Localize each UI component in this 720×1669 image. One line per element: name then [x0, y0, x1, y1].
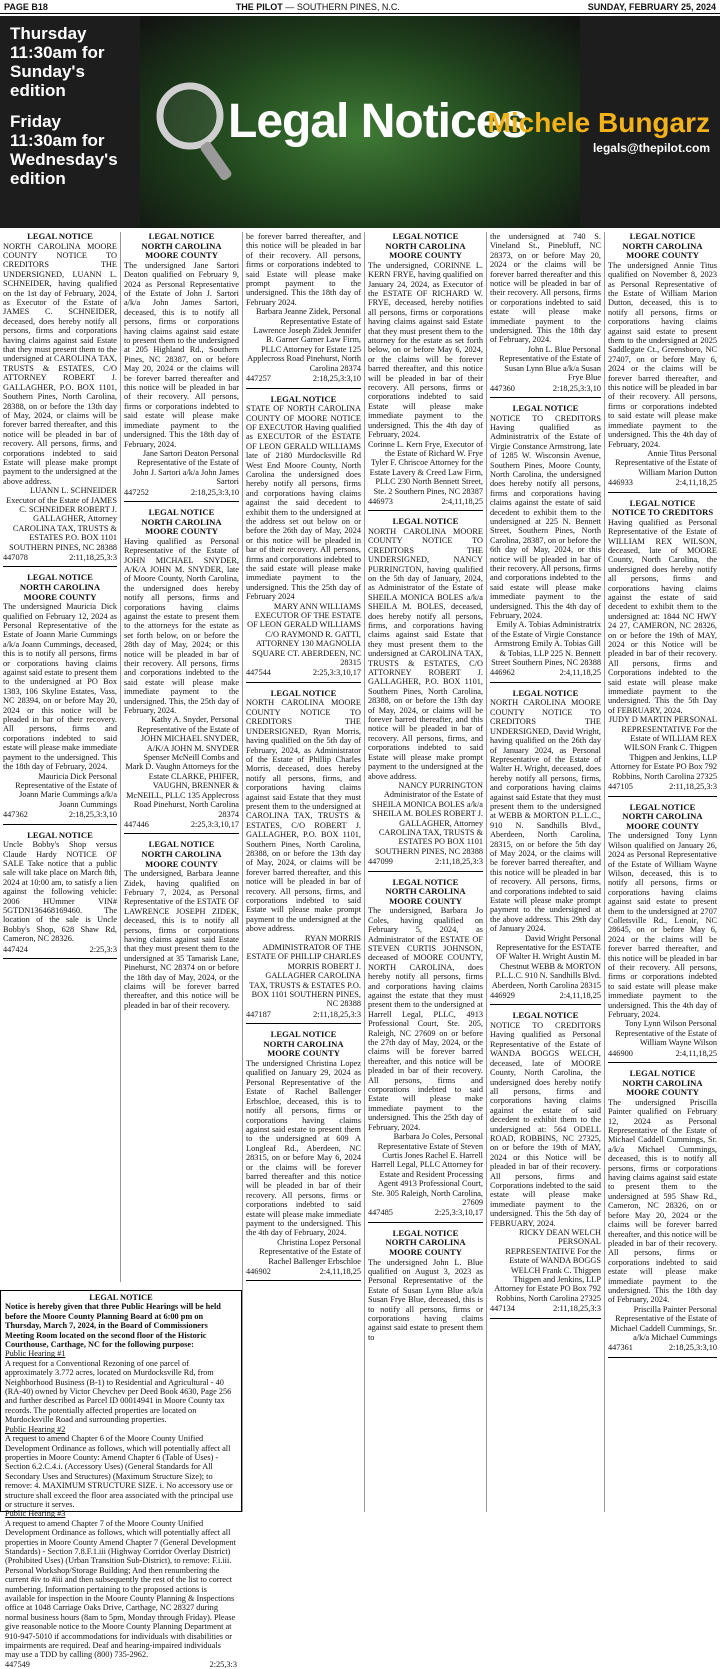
notice-heading: LEGAL NOTICE	[392, 516, 459, 527]
notice-body: NORTH CAROLINA MOORE COUNTY NOTICE TO CREDITORS THE UNDERSIGNED, Ryan Morris, having qualified on the 5th day of February, 2024, as Administrator of the Estate of Phillip Charles Morris, deceased, does hereby notify all persons, firms, and corporations having claims against said Estate that they must present them to the undersigned at CAROLINA TAX, TRUSTS & ESTATES, C/O ROBERT J. GALLAGHER, P.O. BOX 1101, Southern Pines, North Carolina, 28388, on or before the 13th day of May, 2024, or claims will be forever barred thereafter, and this notice will be pleaded in bar of recovery. All persons, firms, and corporations indebted to said Estate will please make prompt payment to the undersigned at the above address.	[246, 698, 361, 934]
deadline-sunday: Thursday 11:30am for Sunday's edition	[10, 24, 105, 100]
notice-footer	[124, 488, 239, 497]
page-header	[0, 0, 720, 14]
notice-signature: NANCY PURRINGTON Administrator of the Estate of SHEILA MONICA BOLES a/k/a SHEILA M. BOLES ROBERT J. GALLAGHER, Attorney CAROLINA TAX, TRUSTS & ESTATES PO BOX 1101 SOUTHERN PINES, NC 28388	[372, 780, 483, 856]
notice-signature: Kathy A. Snyder, Personal Representative of the Estate of JOHN MICHAEL SNYDER, A/K/A JOHN M. SNYDER Spenser McNeill Combs and Mark D. Vaughn Attorneys for the Estate CLARKE, PHIFER, VAUGHN, BRENNER & McNEILL, PLLC 135 Applecross Road Pinehurst, North Carolina 28374	[125, 715, 239, 819]
notice-divider	[490, 1318, 601, 1319]
notice-signature: MARY ANN WILLIAMS EXECUTOR OF THE ESTATE OF LEON GERALD WILLIAMS C/O RAYMOND R. GATTI, ATTORNEY 130 MAGNOLIA SQUARE CT. ABERDEEN, NC 28315	[247, 601, 361, 668]
notice-signature: LUANN L. SCHNEIDER Executor of the Estate of JAMES C. SCHNEIDER ROBERT J. GALLAGHER, Attorney CAROLINA TAX, TRUSTS & ESTATES P.O. BOX 1101 SOUTHERN PINES, NC 28388	[6, 486, 117, 552]
notice-footer	[246, 1267, 361, 1276]
notice-body: NOTICE TO CREDITORS Having qualified as Administratrix of the Estate of Virgie Constance Armstrong, late of 1285 W. Wisconsin Avenue, Southern Pines, Moore County, North Carolina, the undersigned does hereby notify all persons, firms and corporations having claims against the estate of said decedent to exhibit them to the undersigned at 225 N. Bennett Street, Southern Pines, North Carolina, 28387, on or before the 6th day of May, 2024, or this notice will be pleaded in bar of their recovery. All persons, firms and corporations indebted to the said estate will please make immediate payment to the undersigned. This the 4th day of February, 2024.	[490, 413, 601, 621]
notice-body: NORTH CAROLINA MOORE COUNTY NOTICE TO CREDITORS THE UNDERSIGNED, David Wright, having qualified on the 26th day of January 2024, as Personal Representative of the Estate of Walter H. Wright, deceased, does hereby notify all persons, firms, and corporations having claims against said Estate that they must present them to the undersigned at WEBB & MORTON P.L.L.C., 910 N. Sandhills Blvd., Aberdeen, North Carolina, 28315, on or before the 5th day of May 2024, or the claims will be forever barred thereafter, and this notice will be pleaded in bar of recovery. All persons, firms, and corporations indebted to said Estate will please make prompt payment to the undersigned at the above address. This 29th day of January 2024.	[490, 698, 601, 934]
notice-id: 447361	[608, 1343, 633, 1353]
contact-block	[488, 108, 710, 155]
notice-signature: Emily A. Tobias Administratrix of the Estate of Virgie Constance Armstrong Emily A. Tobias Gill & Tobias, LLP 225 N. Bennett Street Southern Pines, NC 28388	[491, 620, 601, 668]
hearing-1-title: Public Hearing #1	[5, 1349, 66, 1359]
notice-heading: LEGAL NOTICE	[512, 687, 579, 698]
legal-notice	[124, 508, 239, 834]
legal-notice	[608, 499, 717, 797]
notice-footer	[490, 668, 601, 677]
notice-dates: 2:18,25,3:3,10	[312, 374, 361, 384]
notice-footer	[246, 374, 361, 383]
notice-heading: LEGAL NOTICE	[629, 801, 696, 812]
legal-notice	[368, 878, 483, 1223]
notice-divider	[608, 1357, 717, 1358]
notice-body: the undersigned at 740 S. Vineland St., Pinebluff, NC 28373, on or before May 20, 2024 or the claims will be forever barred thereafter and this notice will be pleaded in bar of their recovery. All persons, firms or corporations indebted to said estate will please make immediate payment to the undersigned. This the 18th day of February, 2024.	[490, 232, 601, 345]
banner-title: Legal Notices	[228, 95, 528, 148]
notice-signature: Jane Sartori Deaton Personal Representative of the Estate of John J. Sartori a/k/a John James Sartori	[132, 448, 239, 487]
notice-dates: 2:25,3:3	[89, 944, 117, 954]
notice-footer	[246, 1010, 361, 1019]
notice-signature: Christina Lopez Personal Representative of the Estate of Rachel Ballenger Erbschloe	[259, 1237, 361, 1266]
notice-subheading: NORTH CAROLINA MOORE COUNTY	[385, 1237, 466, 1257]
paper-masthead: THE PILOT — SOUTHERN PINES, N.C.	[235, 1, 400, 12]
notice-subheading: NORTH CAROLINA MOORE COUNTY	[19, 582, 101, 602]
notice-heading: LEGAL NOTICE	[27, 829, 93, 840]
deadlines	[0, 16, 135, 228]
legal-notice	[490, 689, 601, 1006]
notice-column-1	[0, 232, 120, 1282]
legal-notice	[368, 232, 483, 511]
notice-footer	[368, 857, 483, 866]
notice-body: NOTICE TO CREDITORS Having qualified as Personal Representative of the Estate of WANDA BOGGS WELCH, deceased, late of MOORE County, North Carolina, the undersigned does hereby notify all persons, firms and corporations having claims against the estate of said decedent to exhibit them to the undersigned at: 564 ODELL ROAD, ROBBINS, NC 27325, on or before the 19th of MAY, 2024 or this Notice will be pleaded in bar of their recovery. All persons, firms and Corporations indebted to the said estate will please make immediate payment to the undersigned. This the 5th day of FEBRUARY, 2024.	[490, 1021, 601, 1228]
notice-subheading: NORTH CAROLINA MOORE COUNTY	[141, 240, 222, 261]
legal-notices-banner	[0, 16, 720, 228]
notice-id: 446900	[608, 1048, 633, 1058]
notice-body: The undersigned Annie Titus qualified on November 8, 2023 as Personal Representative of the Estate of William Marion Dutton, deceased, this is to notify all persons, firms or corporations having claims against said estate to present them to the undersigned at 2025 Saddlegate Ct., Greensboro, NC 27407, on or before May 6, 2024 or the claims will be forever barred thereafter, and this notice will be pleaded in bar of their recovery. All persons, firms or corporations indebted to said estate will please make immediate payment to the undersigned. This the 4th day of February, 2024.	[608, 260, 717, 449]
notice-divider	[368, 510, 483, 511]
notice-body: The undersigned Jane Sartori Deaton qualified on February 9, 2024 as Personal Representative of the Estate of John J. Sartori a/k/a John James Sartori, deceased, this is to notify all persons, firms or corporations having claims against said estate to present them to the undersigned at 205 Highland Rd., Southern Pines, NC 28387, on or before May 20, 2024 or the claims will be forever barred thereafter and this notice will be pleaded in bar of their recovery. All persons, firms or corporations indebted to said estate will please make immediate payment to the undersigned. This the 18th day of February, 2024.	[124, 260, 239, 449]
notice-id: 447187	[246, 1009, 271, 1019]
public-hearing-notice	[0, 1290, 242, 1669]
notice-footer	[490, 384, 601, 393]
notice-dates: 2:25,3:3	[209, 1659, 237, 1669]
notice-dates: 2:18,25,3:3,10	[668, 1343, 717, 1353]
notice-signature: RICKY DEAN WELCH PERSONAL REPRESENTATIVE For the Estate of WANDA BOGGS WELCH Frank C. Thigpen Thigpen and Jenkins, LLP Attorney for Estate PO Box 792 Robbins, North Carolina 27325	[494, 1228, 601, 1303]
notice-body: The undersigned, CORINNE L. KERN FRYE, having qualified on January 24, 2024, as Executor of the ESTATE OF RICHARD W. FRYE, deceased, hereby notifies all persons, firms or corporations having claims against said Estate that they must present them to the attorney for the estate as set forth below, on or before May 6, 2024, or the claims will be forever barred thereafter, and this notice will be pleaded in bar of their recovery. All persons, firms or corporations indebted to said Estate will please make immediate payment to the undersigned. This the 4th day of February, 2024.	[368, 260, 483, 440]
paper-location: SOUTHERN PINES, N.C.	[296, 1, 400, 12]
notice-footer	[608, 1343, 717, 1352]
notice-dates: 2:18,25,3:3,10	[552, 383, 601, 393]
notice-divider	[3, 958, 117, 959]
notice-signature: JUDY D MARTIN PERSONAL REPRESENTATIVE For the Estate of WILLIAM REX WILSON Frank C. Thigpen Thigpen and Jenkins, LLP Attorney for Estate PO Box 792 Robbins, North Carolina 27325	[608, 715, 717, 781]
notice-dates: 2:18,25,3:3,10	[190, 487, 239, 497]
notice-heading: LEGAL NOTICE	[270, 687, 337, 698]
notice-subheading: NORTH CAROLINA MOORE COUNTY	[622, 811, 703, 831]
legal-notice	[608, 1069, 717, 1358]
notice-signature: David Wright Personal Representative for the ESTATE OF Walter H. Wright Austin M. Chestnut WEBB & MORTON P.L.L.C. 910 N. Sandhills Blvd. Aberdeen, North Carolina 28315	[491, 933, 601, 990]
notice-signature: Mauricia Dick Personal Representative of the Estate of Joann Marie Cummings a/k/a Joann Cummings	[15, 771, 117, 809]
notice-dates: 2:11,18,25,3:3	[313, 1009, 361, 1019]
magnifying-glass-icon	[150, 78, 240, 188]
notice-id: 447424	[3, 944, 28, 954]
notice-heading: LEGAL NOTICE	[629, 1068, 696, 1079]
notice-subheading: NORTH CAROLINA MOORE COUNTY	[385, 240, 466, 261]
notice-id: 447446	[124, 819, 149, 829]
notice-signature: John L. Blue Personal Representative of the Estate of Susan Lynn Blue a/k/a Susan Frye Blue	[499, 344, 601, 383]
notice-dates: 2:11,18,25,3:3	[553, 1304, 601, 1314]
notice-column-6	[604, 232, 720, 1512]
notice-footer	[3, 553, 117, 562]
notice-divider	[368, 1222, 483, 1223]
notice-divider	[368, 871, 483, 872]
notice-divider	[124, 501, 239, 502]
notice-body: STATE OF NORTH CAROLINA COUNTY OF MOORE NOTICE OF EXECUTOR Having qualified as EXECUTOR of the ESTATE OF LEON GERALD WILLIAMS late of 2180 Murdocksville Rd West End Moore County, North Carolina the undersigned does hereby notify all persons, firms and corporations having claims against the said decedent to exhibit them to the undersigned at the address set out below on or before the 26th day of May, 2024 or this notice will be pleaded in bar of their recovery. All persons, firms and corporations indebted to the said estate will please make immediate payment to the undersigned. This the 25th day of February 2024	[246, 404, 361, 602]
notice-body: The undersigned Priscilla Painter qualified on February 12, 2024 as Personal Representative of the Estate of Michael Caddell Cummings, Sr. a/k/a Michael Cummings, deceased, this is to notify all persons, firms or corporations having claims against said estate to present them to the undersigned at 595 Shaw Rd., Cameron, NC 28326, on or before May 20, 2024 or the claims will be forever barred thereafter, and this notice will be pleaded in bar of their recovery. All persons, firms or corporations indebted to said estate will please make immediate payment to the undersigned. This the 18th day of February, 2024.	[608, 1097, 717, 1305]
notice-heading: LEGAL NOTICE	[512, 402, 579, 413]
notice-signature: RYAN MORRIS ADMINISTRATOR OF THE ESTATE OF PHILLIP CHARLES MORRIS ROBERT J. GALLAGHER CAROLINA TAX, TRUSTS & ESTATES P.O. BOX 1101 SOUTHERN PINES, NC 28388	[246, 933, 361, 1009]
notice-body: Uncle Bobby's Shop versus Claude Hardy NOTICE OF SALE Take notice that a public sale will take place on March 8th, 2024 at 10:00 am, to satisfy a lien against the following vehicle: 2006 HUmmer VIN# 5GTDN136468169460. The location of the sale is Uncle Bobby's Shop, 628 Shaw Rd, Cameron, NC 28326.	[3, 840, 117, 944]
notice-id: 446962	[490, 668, 515, 678]
paper-name: THE PILOT	[235, 1, 283, 12]
notice-column-4	[364, 232, 486, 1512]
hearing-2-title: Public Hearing #2	[5, 1424, 66, 1434]
notice-divider	[608, 1062, 717, 1063]
notice-id: 447078	[3, 553, 28, 562]
notice-heading: LEGAL NOTICE	[392, 231, 459, 241]
notice-id: 447549	[5, 1659, 30, 1669]
notice-subheading: NOTICE TO CREDITORS	[611, 507, 714, 518]
notice-body: The undersigned Mauricia Dick qualified on February 12, 2024 as Personal Representative of the Estate of Joann Marie Cummings a/k/a Joann Cummings, deceased, this is to notify all persons, firms or corporations having claims against said estate to present them to the undersigned at PO Box 1383, 106 Skyline Estates, Vass, NC 28394, on or before May 20, 2024 or this notice will be pleaded in bar of their recovery. All persons, firms and corporations indebted to said estate will please make immediate payment to the undersigned. This the 18th day of February, 2024.	[3, 602, 117, 772]
notice-column-3	[242, 232, 364, 1512]
notice-footer	[368, 497, 483, 506]
notice-heading: LEGAL NOTICE	[629, 231, 696, 241]
notice-footer	[490, 1304, 601, 1313]
notice-column-5	[486, 232, 604, 1512]
notice-body: The undersigned John L. Blue qualified on August 3, 2023 as Personal Representative of the Estate of Susan Lynn Blue a/k/a Susan Frye Blue, deceased, this is to notify all persons, firms or corporations having claims against said estate to present them to	[368, 1257, 483, 1342]
contact-name: Michele Bungarz	[487, 107, 710, 138]
legal-notice	[3, 573, 117, 824]
notice-signature: Annie Titus Personal Representative of the Estate of William Marion Dutton	[615, 448, 717, 477]
notice-dates: 2:4,11,18,25	[559, 991, 601, 1001]
notice-footer	[368, 1208, 483, 1217]
notice-heading: LEGAL NOTICE	[148, 506, 215, 517]
notice-id: 446933	[608, 478, 633, 488]
notice-footer	[246, 668, 361, 677]
notice-footer	[490, 991, 601, 1000]
notice-id: 447485	[368, 1208, 393, 1218]
legal-notice	[246, 1030, 361, 1281]
notice-footer	[3, 810, 117, 819]
notice-divider	[490, 1004, 601, 1005]
notice-body: NORTH CAROLINA MOORE COUNTY NOTICE TO CREDITORS THE UNDERSIGNED, LUANN L. SCHNEIDER, having qualified on the 1st day of February, 2024, as Executor of the Estate of JAMES C. SCHNEIDER, deceased, does hereby notify all persons, firms and corporations having claims against said Estate that they must present them to the undersigned at CAROLINA TAX, TRUSTS & ESTATES, C/O ATTORNEY ROBERT J. GALLAGHER, P.O. BOX 1101, Southern Pines, North Carolina, 28388, on or before the 13th day of May, 2024, or claims will be forever barred thereafter, and this notice will be pleaded in bar of recovery. All persons, firms, and corporations indebted to said Estate will please make prompt payment to the undersigned at the above address.	[3, 241, 117, 486]
legal-notice	[368, 1229, 483, 1342]
notice-signature: Barbara Jeanne Zidek, Personal Representative Estate of Lawrence Joseph Zidek Jennifer B. Garner Garner Law Firm, PLLC Attorney for Estate 125 Applecross Road Pinehurst, North Carolina 28374	[247, 307, 361, 373]
notice-divider	[246, 1023, 361, 1024]
notice-divider	[608, 492, 717, 493]
legal-notice	[608, 803, 717, 1064]
notice-heading: LEGAL NOTICE	[270, 393, 337, 404]
notice-id: 446902	[246, 1267, 271, 1276]
notice-footer	[608, 478, 717, 487]
legal-notice	[3, 831, 117, 959]
notice-subheading: NORTH CAROLINA MOORE COUNTY	[141, 516, 222, 537]
legal-notice	[490, 1011, 601, 1318]
hearing-3-title: Public Hearing #3	[5, 1509, 66, 1519]
notice-dates: 2:4,11,18,25	[441, 496, 483, 506]
notice-subheading: NORTH CAROLINA MOORE COUNTY	[622, 1077, 703, 1098]
notice-heading: LEGAL NOTICE	[392, 1227, 459, 1238]
notice-body: Having qualified as Personal Representative of the Estate of JOHN MICHAEL SNYDER, A/K/A JOHN M. SNYDER, late of Moore County, North Carolina, the undersigned does hereby notify all persons, firms and corporations having claims against the estate to present them to the attorneys for the estate as set forth below, on or before the 28th day of May, 2024; or this notice will be pleaded in bar of their recovery. All persons, firms and corporations indebted to the said estate will please make immediate payment to the undersigned. This, the 25th day of February, 2024.	[124, 536, 239, 716]
notice-footer	[608, 1049, 717, 1058]
notice-dates: 2:4,11,18,25	[559, 668, 601, 678]
legal-notice	[124, 232, 239, 502]
legal-notice	[124, 840, 239, 1010]
notice-footer	[3, 945, 117, 954]
notice-id: 446973	[368, 496, 393, 506]
page-number: PAGE B18	[4, 1, 48, 12]
notice-subheading: NORTH CAROLINA MOORE COUNTY	[622, 240, 703, 261]
legal-notice	[490, 404, 601, 683]
notice-id: 447544	[246, 668, 271, 678]
notice-heading: LEGAL NOTICE	[512, 1010, 579, 1021]
notice-dates: 2:25,3:3,10,17	[190, 819, 239, 829]
notice-body: NORTH CAROLINA MOORE COUNTY NOTICE TO CREDITORS THE UNDERSIGNED, NANCY PURRINGTON, having qualified on the 5th day of January, 2024, as Administrator of the Estate of SHEILA MONICA BOLES a/k/a SHEILA M. BOLES, deceased, does hereby notify all persons, firms, and corporations having claims against said Estate that they must present them to the undersigned at CAROLINA TAX, TRUSTS & ESTATES, C/O ATTORNEY ROBERT J. GALLAGHER, P.O. BOX 1101, Southern Pines, North Carolina, 28388, on or before the 13th day of May, 2024, or claims will be forever barred thereafter, and this notice will be pleaded in bar of recovery. All persons, firms, and corporations indebted to said Estate will please make prompt payment to the undersigned at the above address.	[368, 526, 483, 781]
notice-footer	[124, 820, 239, 829]
legal-notice	[490, 232, 601, 398]
notice-dates: 2:11,18,25,3:3	[69, 553, 117, 562]
notice-divider	[124, 833, 239, 834]
notice-heading: LEGAL NOTICE	[270, 1029, 337, 1040]
notice-dates: 2:4,11,18,25	[675, 1048, 717, 1058]
hearing-2-text: A request to amend Chapter 6 of the Moore County Unified Development Ordinance as follows, which will potentially affect all properties in Moore County: Amend Chapter 6 (Table of Uses) - Section 6.2.C.4.i. (Accessory Uses) (General Standards for All Secondary Uses and Structures) (Maximum Structure Size); to remove: 4. MAXIMUM STRUCTURE SIZE. i. No accessory use or structure shall exceed the floor area associated with the principal use or structure it serves.	[5, 1434, 234, 1509]
notice-signature: Tony Lynn Wilson Personal Representative of the Estate of William Wayne Wilson	[615, 1019, 717, 1048]
legal-notice	[246, 232, 361, 389]
notice-dates: 2:11,18,25,3:3	[669, 782, 717, 792]
notice-body: The undersigned, Barbara Jo Coles, having qualified on February 5, 2024, as Administrator of the ESTATE OF STEVEN CURTIS JOHNSON, deceased of MOORE COUNTY, NORTH CAROLINA, does hereby notify all persons, firms and corporations having claims against the estate that they must present them to the undersigned at Harrell Legal, PLLC, 4913 Professional Court, Ste. 205, Raleigh, NC 27609 on or before the 27th day of May, 2024, or the claims will be forever barred thereafter, and this notice will be pleaded in bar of their recovery. All persons, firms and corporations indebted to said Estate will please make immediate payment to the undersigned. This the 25th day of February, 2024.	[368, 906, 483, 1132]
notice-id: 447360	[490, 383, 515, 393]
notice-dates: 2:25,3:3,10,17	[312, 668, 361, 678]
notice-heading: LEGAL NOTICE	[148, 839, 215, 850]
notice-body: be forever barred thereafter, and this notice will be pleaded in bar of their recovery. All persons, firms or corporations indebted to said Estate will please make prompt payment to the undersigned. This the 18th day of February 2024.	[246, 232, 361, 307]
notice-heading: LEGAL NOTICE	[148, 231, 215, 241]
legal-notice	[246, 395, 361, 683]
notice-dates: 2:25,3:3,10,17	[434, 1208, 483, 1218]
notice-id: 447099	[368, 857, 393, 867]
notice-signature: Corinne L. Kern Frye, Executor of the Estate of Richard W. Frye Tyler F. Chriscoe Attorney for the Estate Lavery & Creed Law Firm, PLLC 230 North Bennett Street, Ste. 2 Southern Pines, NC 28387	[368, 439, 483, 496]
notice-id: 447134	[490, 1304, 515, 1314]
notice-subheading: NORTH CAROLINA MOORE COUNTY	[385, 886, 466, 906]
hearing-3-text: A request to amend Chapter 7 of the Moore County Unified Development Ordinance as follows, which will potentially affect all properties in Moore County Amend Chapter 7 (General Development Standards) - Section 7.8.F.1.iii (Highway Corridor Overlay District) (Prohibited Uses) (Urban Transition Sub-District), to remove: F.i.iii. Personal Workshop/Storage Building; And then renumbering the current #iv to #iii and then subsequently the rest of the list to correct numbering. Information pertaining to the proposed actions is available for inspection in the Moore County Planning & Inspections office at 1048 Carriage Oaks Drive, Carthage, NC 28327 during normal business hours (8am to 5pm, Monday through Friday). Please give reasonable notice to the Moore County Planning Department at 910-947-5010 if accommodations for individuals with disabilities or impairments are required. Deaf and hearing-impaired individuals may use a TDD by calling (800) 735-2962.	[5, 1518, 236, 1660]
legal-notice	[246, 689, 361, 1024]
notice-column-2	[120, 232, 242, 1282]
notice-body: Having qualified as Personal Representative of the Estate of WILLIAM REX WILSON, deceased, late of MOORE County, North Carolina, the undersigned does hereby notify all persons, firms and corporations having claims against the estate of said decedent to exhibit them to the undersigned at: 1844 NC HWY 24 27, CAMERON, NC 28326, on or before the 19th of MAY, 2024 or this Notice will be pleaded in bar of their recovery. All persons, firms and Corporations indebted to the said estate will please make immediate payment to the undersigned. This the 5th Day of FEBRUARY, 2024.	[608, 517, 717, 715]
notice-signature: Barbara Jo Coles, Personal Representative Estate of Steven Curtis Jones Rachel E. Harrell Harrell Legal, PLLC Attorney for Estate and Resident Processing Agent 4913 Professional Court, Ste. 305 Raleigh, North Carolina, 27609	[371, 1132, 483, 1207]
contact-email[interactable]: legals@thepilot.com	[592, 141, 710, 155]
notice-heading: LEGAL NOTICE	[89, 1293, 153, 1302]
notice-subheading: NORTH CAROLINA MOORE COUNTY	[141, 848, 222, 869]
legal-notice	[3, 232, 117, 567]
hearing-intro: Notice is hereby given that three Public Hearings will be held before the Moore County Planning Board at 6:00 pm on Thursday, March 7, 2024, in the Board of Commissioners Meeting Room located on the second floor of the Historic Courthouse, Carthage, NC for the following purpose:	[5, 1302, 221, 1350]
notice-body: The undersigned Christina Lopez qualified on January 29, 2024 as Personal Representative of the Estate of Rachel Ballenger Erbschloe, deceased, this is to notify all persons, firms or corporations having claims against said estate to present them to the undersigned at 609 A Longleaf Rd., Aberdeen, NC 28315, on or before May 6, 2024 or the claims will be forever barred thereafter and this notice will be pleaded in bar of their recovery. All persons, firms or corporations indebted to said estate will please make immediate payment to the undersigned. This the 4th day of February, 2024.	[246, 1059, 361, 1238]
notice-divider	[246, 682, 361, 683]
issue-date: SUNDAY, FEBRUARY 25, 2024	[587, 1, 716, 12]
notice-heading: LEGAL NOTICE	[629, 497, 696, 508]
notice-heading: LEGAL NOTICE	[392, 876, 459, 887]
notice-dates: 2:18,25,3:3,10	[68, 810, 117, 820]
notice-divider	[3, 566, 117, 567]
notice-heading: LEGAL NOTICE	[27, 231, 93, 241]
notice-dates: 2:4,11,18,25	[319, 1267, 361, 1276]
notice-signature: Priscilla Painter Personal Representative of the Estate of Michael Caddell Cummings, Sr. a/k/a Michael Cummings	[610, 1304, 717, 1342]
notice-divider	[490, 682, 601, 683]
notice-id: 447257	[246, 374, 271, 384]
notice-divider	[246, 1280, 361, 1281]
notice-divider	[3, 824, 117, 825]
notice-heading: LEGAL NOTICE	[27, 572, 93, 583]
notice-id: 447252	[124, 487, 149, 497]
notice-dates: 2:11,18,25,3:3	[435, 857, 483, 867]
notice-divider	[608, 796, 717, 797]
notice-body: The undersigned, Barbara Jeanne Zidek, having qualified on February 7, 2024, as Personal Representative of the ESTATE OF LAWRENCE JOSEPH ZIDEK, deceased, this is to notify all persons, firms or corporations having claims against said Estate that they must present them to the undersigned at 35 Tamarisk Lane, Pinehurst, NC 28374 on or before the 18th day of May, 2024, or the claims will be forever barred thereafter, and this notice will be pleaded in bar of their recovery.	[124, 869, 239, 1010]
hearing-1-text: A request for a Conventional Rezoning of one parcel of approximately 3.772 acres, located on Murdocksville Rd, from Neighborhood Business (B-1) to Residential and Agricultural - 40 (RA-40) owned by Victor Chevchev per Deed Book 4630, Page 256 and further described as Parcel ID 00014941 in Moore County tax records. The potentially affected properties are located on Murdocksville Road and surrounding properties.	[5, 1358, 232, 1425]
deadline-wednesday: Friday 11:30am for Wednesday's edition	[10, 112, 118, 188]
legal-notice	[368, 517, 483, 871]
notice-id: 447362	[3, 810, 28, 820]
notice-id: 447105	[608, 782, 633, 792]
legal-notice	[608, 232, 717, 493]
notice-footer	[608, 782, 717, 791]
notice-divider	[246, 388, 361, 389]
notice-dates: 2:4,11,18,25	[675, 478, 717, 488]
notice-subheading: NORTH CAROLINA MOORE COUNTY	[263, 1038, 344, 1059]
notice-id: 446929	[490, 991, 515, 1001]
notice-body: The undersigned Tony Lynn Wilson qualified on January 26, 2024 as Personal Representative of the Estate of William Wayne Wilson, deceased, this is to notify all persons, firms or corporations having claims against said estate to present them to the undersigned at 2707 Colletsville Rd., Lenoir, NC 28645, on or before May 6, 2024 or the claims will be forever barred thereafter, and this notice will be pleaded in bar of their recovery. All persons, firms or corporations indebted to said estate will please make immediate payment to the undersigned. This the 4th day of February, 2024.	[608, 831, 717, 1019]
notice-divider	[490, 397, 601, 398]
